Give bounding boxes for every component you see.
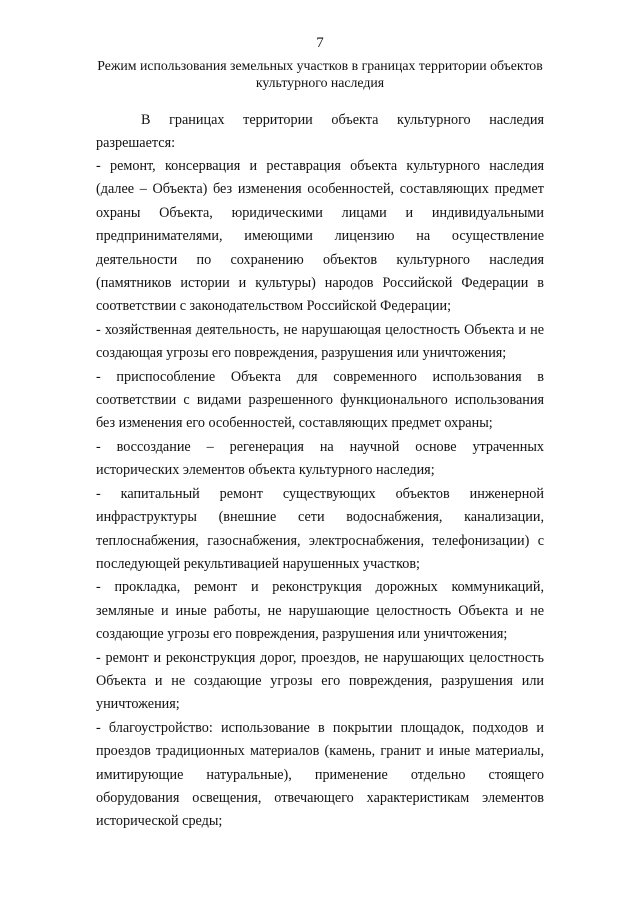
list-item-economic-activity: - хозяйственная деятельность, не нарушающая целостность Объекта и не создающая угрозы его повреждения, разрушения или уничтожения;	[96, 321, 544, 362]
list-item-infrastructure-repair: - капитальный ремонт существующих объектов инженерной инфраструктуры (внешние сети водоснабжения, канализации, теплоснабжения, газоснабжения, электроснабжения, телефонизации) с последующей рекультивацией нарушенных участков;	[96, 485, 544, 572]
intro-paragraph: В границах территории объекта культурного наследия разрешается:	[96, 112, 544, 151]
list-item-road-reconstruction: - ремонт и реконструкция дорог, проездов, не нарушающих целостность Объекта и не создающие угрозы его повреждения, разрушения или уничтожения;	[96, 649, 544, 713]
page-number: 7	[316, 35, 324, 51]
list-item-landscaping: - благоустройство: использование в покрытии площадок, подходов и проездов традиционных материалов (камень, гранит и иные материалы, имитирующие натуральные), применение отдельно стоящего оборудования освещения, отвечающего характеристикам элементов исторической среды;	[96, 719, 544, 830]
list-item-recreation: - воссоздание – регенерация на научной основе утраченных исторических элементов объекта культурного наследия;	[96, 438, 544, 479]
list-item-adaptation: - приспособление Объекта для современного использования в соответствии с видами разрешенного функционального использования без изменения его особенностей, составляющих предмет охраны;	[96, 368, 544, 432]
list-item-repair: - ремонт, консервация и реставрация объекта культурного наследия (далее – Объекта) без изменения особенностей, составляющих предмет охраны Объекта, юридическими лицами и индивидуальными предпринимателями, имеющими лицензию на осуществление деятельности по сохранению объектов культурного наследия (памятников истории и культуры) народов Российской Федерации в соответствии с законодательством Российской Федерации;	[96, 158, 544, 315]
list-item-road-communications: - прокладка, ремонт и реконструкция дорожных коммуникаций, земляные и иные работы, не нарушающие целостность Объекта и не создающие угрозы его повреждения, разрушения или уничтожения;	[96, 579, 544, 643]
section-heading: Режим использования земельных участков в границах территории объектов культурного наследия	[97, 58, 543, 90]
